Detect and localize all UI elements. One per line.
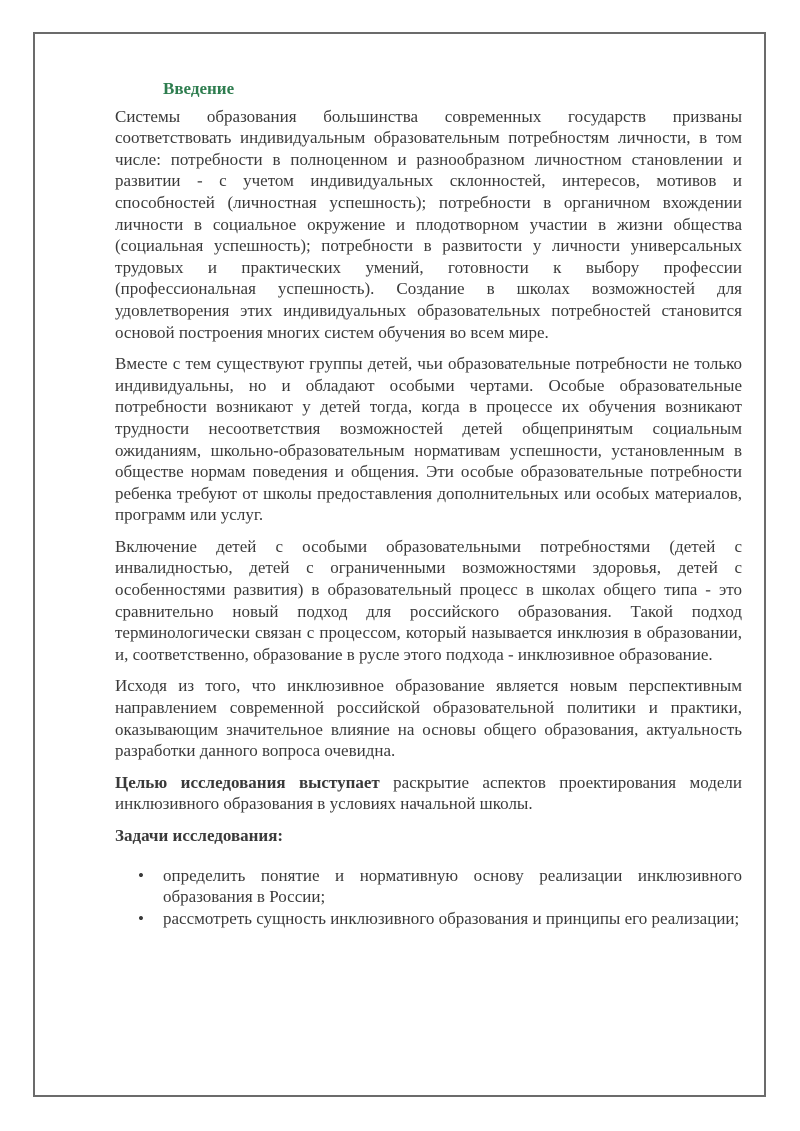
paragraph-inclusion: Включение детей с особыми образовательными потребностями (детей с инвалидностью, детей с ограниченными возможностями здоровья, детей с особенностями развития) в образовательный процесс в школах общего типа - это сравнительно новый подход для российского образования. Такой подход терминологически связан с процессом, который называется инклюзия в образовании, и, соответственно, образование в русле этого подхода - инклюзивное образование. <box>115 536 742 664</box>
paragraph-goal <box>115 772 742 815</box>
paragraph-relevance: Исходя из того, что инклюзивное образование является новым перспективным направлением современной российской образовательной политики и практики, оказывающим значительное влияние на основы общего образования, актуальность разработки данного вопроса очевидна. <box>115 676 742 761</box>
tasks-title: Задачи исследования: <box>115 826 284 845</box>
section-heading: Введение <box>163 79 235 98</box>
list-item <box>115 908 742 930</box>
paragraph-intro: Системы образования большинства современных государств призваны соответствовать индивидуальным образовательным потребностям личности, в том числе: потребности в полноценном и разнообразном личностном становлении и развитии - с учетом индивидуальных склонностей, интересов, мотивов и способностей (личностная успешность); потребности в органичном вхождении личности в социальное окружение и плодотворном участии в жизни общества (социальная успешность); потребности в развитости у личности универсальных трудовых и практических умений, готовности к выбору профессии (профессиональная успешность). Создание в школах возможностей для удовлетворения этих индивидуальных образовательных потребностей становится основой построения многих систем обучения во всем мире. <box>115 106 742 342</box>
bullet-icon: • <box>138 908 144 928</box>
goal-lead: Целью исследования выступает <box>115 772 380 792</box>
task-text: определить понятие и нормативную основу реализации инклюзивного образования в России; <box>163 865 742 907</box>
bullet-icon: • <box>138 865 144 885</box>
tasks-list <box>115 865 742 930</box>
paragraph-special-needs: Вместе с тем существуют группы детей, чьи образовательные потребности не только индивидуальны, но и обладают особыми чертами. Особые образовательные потребности возникают у детей тогда, когда в процессе их обучения возникают трудности несоответствия возможностей детей общепринятым социальным ожиданиям, школьно-образовательным нормативам успешности, установленным в обществе нормам поведения и общения. Эти особые образовательные потребности ребенка требуют от школы предоставления дополнительных или особых материалов, программ или услуг. <box>115 354 742 525</box>
list-item <box>115 865 742 908</box>
task-text: рассмотреть сущность инклюзивного образования и принципы его реализации; <box>163 908 740 928</box>
document-body <box>115 78 742 929</box>
goal-text: раскрытие аспектов проектирования модели инклюзивного образования в условиях начальной школы. <box>115 772 742 814</box>
